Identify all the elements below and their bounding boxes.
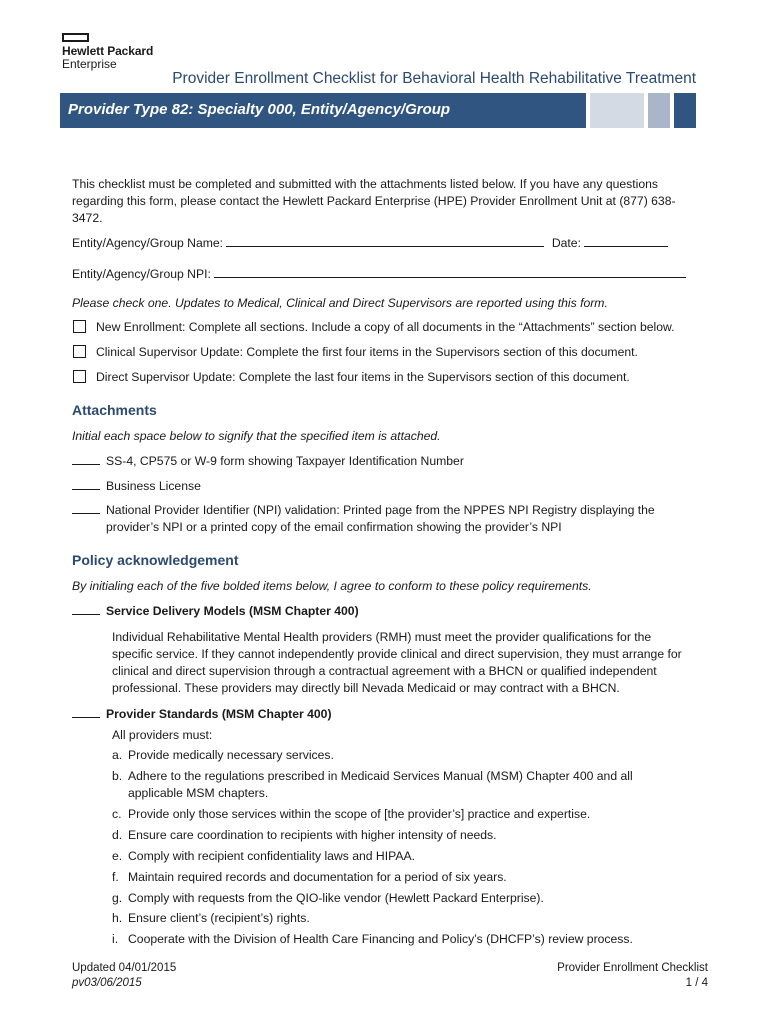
list-item: h. Ensure client’s (recipient’s) rights.	[112, 911, 310, 925]
attachment-item-3	[72, 502, 655, 519]
attachments-instruction: Initial each space below to signify that the specified item is attached.	[72, 429, 441, 443]
direct-supervisor-update-label: Direct Supervisor Update: Complete the last four items in the Supervisors section of this document.	[96, 370, 630, 384]
hpe-logo-mark	[62, 33, 89, 42]
banner-title: Provider Type 82: Specialty 000, Entity/Agency/Group	[68, 101, 451, 118]
intro-line-3: 3472.	[72, 211, 103, 225]
policy-2-title: Provider Standards (MSM Chapter 400)	[106, 707, 332, 721]
clinical-supervisor-update-checkbox[interactable]	[73, 345, 86, 358]
check-instruction: Please check one. Updates to Medical, Clinical and Direct Supervisors are reported using this form.	[72, 296, 608, 310]
attachment-2-text: Business License	[106, 479, 201, 493]
clinical-supervisor-update-label: Clinical Supervisor Update: Complete the first four items in the Supervisors section of this document.	[96, 345, 638, 359]
footer-doc-name: Provider Enrollment Checklist	[557, 962, 708, 974]
list-item: d. Ensure care coordination to recipients with higher intensity of needs.	[112, 828, 497, 842]
date-input[interactable]	[584, 234, 668, 247]
footer-updated: Updated 04/01/2015	[72, 962, 177, 974]
policy-1-body-line-1: Individual Rehabilitative Mental Health providers (RMH) must meet the provider qualifications for the	[112, 630, 652, 644]
policy-item-1	[72, 603, 359, 620]
list-item: i. Cooperate with the Division of Health Care Financing and Policy’s (DHCFP’s) review process.	[112, 932, 633, 946]
policy-1-body-line-4: professional. These providers may directly bill Nevada Medicaid or may contract with a BHCN.	[112, 681, 620, 695]
banner	[60, 93, 696, 128]
date-label: Date:	[551, 236, 581, 250]
policy-instruction: By initialing each of the five bolded items below, I agree to conform to these policy requirements.	[72, 579, 592, 593]
policy-1-body-line-2: specific service. If they cannot independently provide clinical and direct supervision, they must arrange for	[112, 647, 682, 661]
attachment-3-initial-blank[interactable]	[72, 502, 100, 514]
new-enrollment-checkbox[interactable]	[73, 320, 86, 333]
attachment-1-initial-blank[interactable]	[72, 453, 100, 465]
banner-light-block	[590, 93, 644, 128]
intro-line-2: regarding this form, please contact the Hewlett Packard Enterprise (HPE) Provider Enrollment Unit at (877) 638-	[72, 194, 676, 208]
entity-name-label: Entity/Agency/Group Name:	[72, 236, 224, 250]
entity-name-input[interactable]	[226, 234, 544, 247]
banner-dark-block	[674, 93, 696, 128]
logo-line-2: Enterprise	[62, 57, 117, 71]
attachment-item-2	[72, 478, 201, 495]
policy-2-initial-blank[interactable]	[72, 706, 100, 718]
attachment-2-initial-blank[interactable]	[72, 478, 100, 490]
entity-npi-input[interactable]	[214, 265, 686, 278]
entity-npi-field	[72, 265, 686, 283]
list-item: f. Maintain required records and documentation for a period of six years.	[112, 870, 507, 884]
page-number: 1 / 4	[685, 977, 708, 989]
policy-1-body-line-3: clinical and direct supervision through a contractual agreement with a BHCN or qualified independent	[112, 664, 657, 678]
policy-heading: Policy acknowledgement	[72, 552, 239, 568]
policy-2-intro: All providers must:	[112, 728, 213, 742]
footer-version: pv03/06/2015	[72, 977, 142, 989]
logo-line-1: Hewlett Packard	[62, 44, 154, 58]
attachment-3-text-line-2: provider’s NPI or a printed copy of the email confirmation showing the provider’s NPI	[106, 520, 562, 534]
new-enrollment-label: New Enrollment: Complete all sections. Include a copy of all documents in the “Attachments” section below.	[96, 320, 675, 334]
attachment-3-text-line-1: National Provider Identifier (NPI) validation: Printed page from the NPPES NPI Registry displaying the	[106, 503, 655, 517]
list-item-continuation: applicable MSM chapters.	[128, 786, 269, 800]
entity-name-field	[72, 234, 668, 252]
list-item: b. Adhere to the regulations prescribed in Medicaid Services Manual (MSM) Chapter 400 and all	[112, 769, 633, 783]
policy-1-title: Service Delivery Models (MSM Chapter 400)	[106, 604, 359, 618]
hpe-logo	[62, 33, 153, 71]
list-item: g. Comply with requests from the QIO-like vendor (Hewlett Packard Enterprise).	[112, 891, 544, 905]
policy-item-2	[72, 706, 332, 723]
list-item: c. Provide only those services within the scope of [the provider’s] practice and expertise.	[112, 807, 591, 821]
list-item: e. Comply with recipient confidentiality laws and HIPAA.	[112, 849, 415, 863]
attachments-heading: Attachments	[72, 402, 157, 418]
intro-line-1: This checklist must be completed and submitted with the attachments listed below. If you have any questions	[72, 177, 658, 191]
policy-1-initial-blank[interactable]	[72, 603, 100, 615]
entity-npi-label: Entity/Agency/Group NPI:	[72, 267, 211, 281]
direct-supervisor-update-checkbox[interactable]	[73, 370, 86, 383]
document-title: Provider Enrollment Checklist for Behavioral Health Rehabilitative Treatment	[172, 70, 696, 87]
attachment-item-1	[72, 453, 464, 470]
list-item: a. Provide medically necessary services.	[112, 748, 334, 762]
banner-mid-block	[648, 93, 670, 128]
attachment-1-text: SS-4, CP575 or W-9 form showing Taxpayer Identification Number	[106, 454, 464, 468]
